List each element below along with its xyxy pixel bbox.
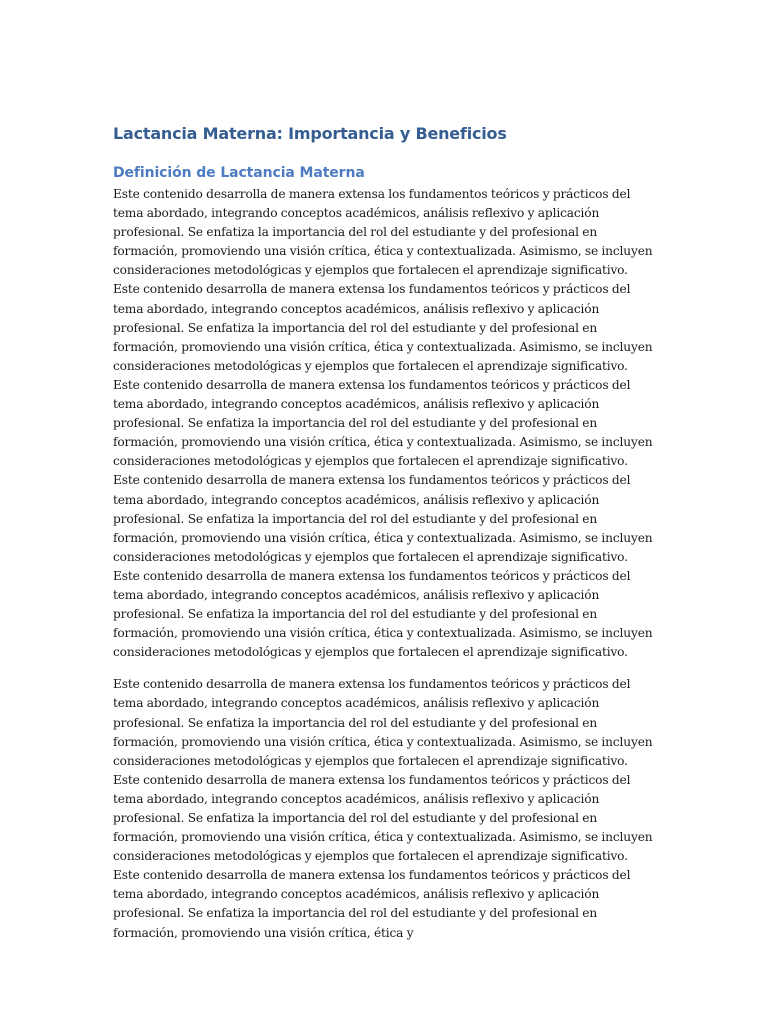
document-body (113, 122, 655, 956)
body-paragraph: Este contenido desarrolla de manera extensa los fundamentos teóricos y prácticos del tema abordado, integrando conceptos académicos, análisis reflexivo y aplicación profesional. Se enfatiza la importancia del rol del estudiante y del profesional en formación, promoviendo una visión crítica, ética y contextualizada. Asimismo, se incluyen consideraciones metodológicas y ejemplos que fortalecen el aprendizaje significativo. Este contenido desarrolla de manera extensa los fundamentos teóricos y prácticos del tema abordado, integrando conceptos académicos, análisis reflexivo y aplicación profesional. Se enfatiza la importancia del rol del estudiante y del profesional en formación, promoviendo una visión crítica, ética y contextualizada. Asimismo, se incluyen consideraciones metodológicas y ejemplos que fortalecen el aprendizaje significativo. Este contenido desarrolla de manera extensa los fundamentos teóricos y prácticos del tema abordado, integrando conceptos académicos, análisis reflexivo y aplicación profesional. Se enfatiza la importancia del rol del estudiante y del profesional en formación, promoviendo una visión crítica, ética y contextualizada. Asimismo, se incluyen consideraciones metodológicas y ejemplos que fortalecen el aprendizaje significativo. Este contenido desarrolla de manera extensa los fundamentos teóricos y prácticos del tema abordado, integrando conceptos académicos, análisis reflexivo y aplicación profesional. Se enfatiza la importancia del rol del estudiante y del profesional en formación, promoviendo una visión crítica, ética y contextualizada. Asimismo, se incluyen consideraciones metodológicas y ejemplos que fortalecen el aprendizaje significativo. Este contenido desarrolla de manera extensa los fundamentos teóricos y prácticos del tema abordado, integrando conceptos académicos, análisis reflexivo y aplicación profesional. Se enfatiza la importancia del rol del estudiante y del profesional en formación, promoviendo una visión crítica, ética y contextualizada. Asimismo, se incluyen consideraciones metodológicas y ejemplos que fortalecen el aprendizaje significativo. (113, 187, 653, 660)
section-heading: Definición de Lactancia Materna (113, 165, 365, 181)
body-paragraph: Este contenido desarrolla de manera extensa los fundamentos teóricos y prácticos del tema abordado, integrando conceptos académicos, análisis reflexivo y aplicación profesional. Se enfatiza la importancia del rol del estudiante y del profesional en formación, promoviendo una visión crítica, ética y contextualizada. Asimismo, se incluyen consideraciones metodológicas y ejemplos que fortalecen el aprendizaje significativo. Este contenido desarrolla de manera extensa los fundamentos teóricos y prácticos del tema abordado, integrando conceptos académicos, análisis reflexivo y aplicación profesional. Se enfatiza la importancia del rol del estudiante y del profesional en formación, promoviendo una visión crítica, ética y contextualizada. Asimismo, se incluyen consideraciones metodológicas y ejemplos que fortalecen el aprendizaje significativo. Este contenido desarrolla de manera extensa los fundamentos teóricos y prácticos del tema abordado, integrando conceptos académicos, análisis reflexivo y aplicación profesional. Se enfatiza la importancia del rol del estudiante y del profesional en formación, promoviendo una visión crítica, ética y (113, 677, 653, 940)
document-title: Lactancia Materna: Importancia y Beneficios (113, 124, 507, 143)
